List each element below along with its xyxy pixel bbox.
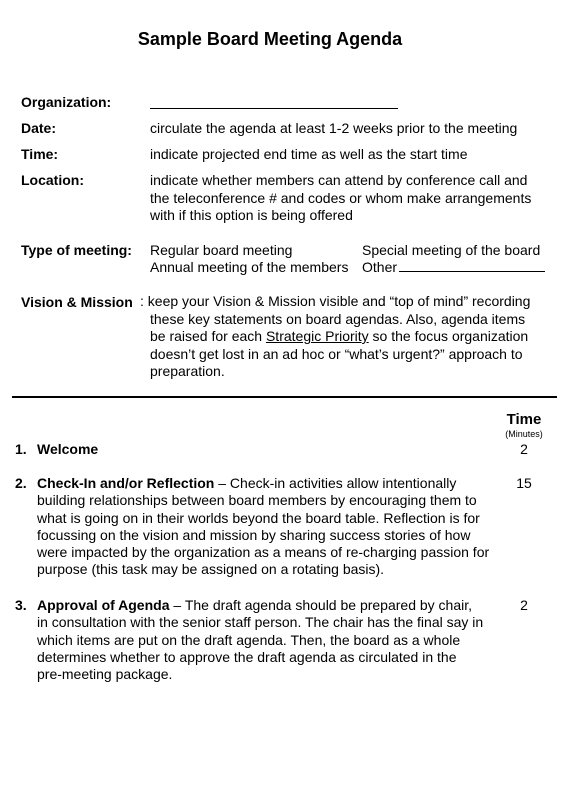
date-value: circulate the agenda at least 1-2 weeks prior to the meeting xyxy=(150,120,518,136)
other-blank-line xyxy=(399,259,545,272)
item-first-line xyxy=(37,475,507,492)
item-number: 1. xyxy=(15,441,27,457)
location-label: Location: xyxy=(21,172,84,188)
time-label: Time: xyxy=(21,146,59,162)
item-line: building relationships between board members by encouraging them to xyxy=(37,492,477,509)
agenda-item-approval xyxy=(37,597,507,683)
organization-blank-line xyxy=(150,107,398,109)
organization-label: Organization: xyxy=(21,94,112,110)
location-line: indicate whether members can attend by conference call and xyxy=(150,172,528,188)
agenda-item-check-in xyxy=(37,475,507,579)
item-description: – Check-in activities allow intentionally xyxy=(214,475,457,491)
strategic-priority-link[interactable]: Strategic Priority xyxy=(265,328,369,344)
item-line: what is going on in their worlds beyond the board table. Reflection is for xyxy=(37,509,480,526)
section-divider xyxy=(12,396,557,398)
vision-mission-label: Vision & Mission xyxy=(21,294,133,310)
location-line: the teleconference # and codes or whom make arrangements xyxy=(150,189,532,206)
meeting-type-other xyxy=(362,259,545,277)
vision-line xyxy=(150,328,550,346)
item-line: in consultation with the senior staff person. The chair has the final say in xyxy=(37,614,484,631)
time-column-header: Time xyxy=(506,411,542,428)
item-title: Welcome xyxy=(37,441,99,457)
item-time: 2 xyxy=(520,597,528,613)
item-line: were impacted by the organization as a means of re-charging passion for xyxy=(37,544,490,561)
location-value xyxy=(150,172,531,225)
item-line: pre-meeting package. xyxy=(37,666,173,683)
vision-line: these key statements on board agendas. Also, agenda items xyxy=(150,310,526,327)
item-time: 15 xyxy=(516,475,532,491)
meeting-type-other-label: Other xyxy=(362,259,398,275)
agenda-item-welcome xyxy=(37,441,507,458)
page-title: Sample Board Meeting Agenda xyxy=(137,29,403,49)
vision-mission-text xyxy=(140,293,550,381)
location-line: with if this option is being offered xyxy=(150,207,353,223)
vision-line-part: be raised for each xyxy=(150,328,266,344)
vision-line-part: so the focus organization xyxy=(368,328,529,344)
item-number: 2. xyxy=(15,475,27,491)
item-line: which items are put on the draft agenda. Then, the board as a whole xyxy=(37,631,461,648)
item-description: – The draft agenda should be prepared by chair, xyxy=(169,597,473,613)
item-line: determines whether to approve the draft agenda as circulated in the xyxy=(37,648,457,665)
time-value: indicate projected end time as well as the start time xyxy=(150,146,468,162)
meeting-type-special: Special meeting of the board xyxy=(362,242,541,258)
vision-line: preparation. xyxy=(150,363,225,379)
item-number: 3. xyxy=(15,597,27,613)
vision-line: : keep your Vision & Mission visible and “top of mind” recording xyxy=(140,293,531,309)
time-column-unit: (Minutes) xyxy=(505,429,543,439)
item-title: Check-In and/or Reflection xyxy=(37,475,215,491)
meeting-type-regular: Regular board meeting xyxy=(150,242,293,258)
item-first-line xyxy=(37,597,507,614)
date-label: Date: xyxy=(21,120,57,136)
meeting-type-label: Type of meeting: xyxy=(21,242,132,258)
item-line: purpose (this task may be assigned on a rotating basis). xyxy=(37,561,385,578)
vision-line: doesn’t get lost in an ad hoc or “what’s urgent?” approach to xyxy=(150,345,523,362)
item-line: focussing on the vision and mission by sharing success stories of how xyxy=(37,526,471,543)
item-title: Approval of Agenda xyxy=(37,597,170,613)
item-time: 2 xyxy=(520,441,528,457)
meeting-type-annual: Annual meeting of the members xyxy=(150,259,349,275)
